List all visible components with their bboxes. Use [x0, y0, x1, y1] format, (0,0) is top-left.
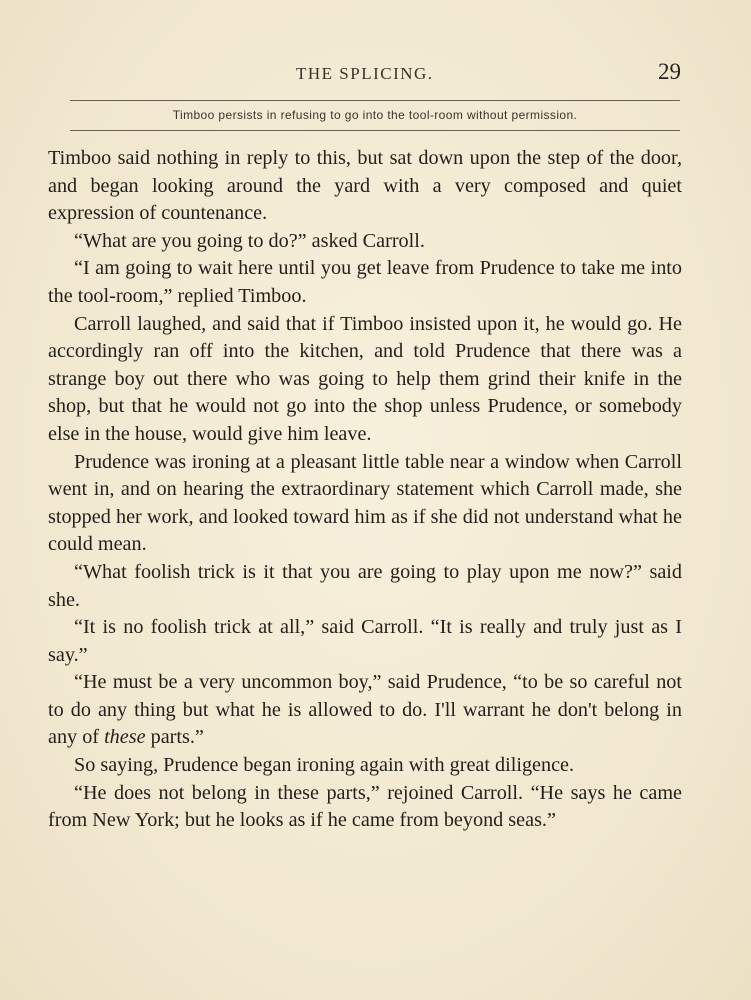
paragraph: “I am going to wait here until you get leave from Prudence to take me into the tool-room,” replied Timboo.: [48, 257, 682, 307]
paragraph: “He does not belong in these parts,” rejoined Carroll. “He says he came from New York; but he looks as if he came from beyond seas.”: [48, 781, 682, 832]
page-number: 29: [658, 59, 681, 84]
paragraph: “It is no foolish trick at all,” said Carroll. “It is really and truly just as I say.”: [48, 616, 682, 666]
paragraph: “What foolish trick is it that you are going to play upon me now?” said she.: [48, 560, 682, 611]
running-head: [0, 59, 751, 86]
paragraph: [48, 669, 682, 752]
paragraph: Carroll laughed, and said that if Timboo insisted upon it, he would go. He accordingly ran off into the kitchen, and told Prudence that there was a strange boy out there who was going to help them grind their knife in the shop, but that he would not go into the shop unless Prudence, or somebody else in the house, would give him leave.: [48, 312, 682, 445]
paragraph: Timboo said nothing in reply to this, but sat down upon the step of the door, and began looking around the yard with a very composed and quiet expression of countenance.: [48, 147, 682, 225]
caption-bottom-rule: [70, 130, 680, 131]
running-title: THE SPLICING.: [296, 64, 434, 83]
paragraph: So saying, Prudence began ironing again with great diligence.: [74, 754, 575, 777]
paragraph-text: parts.”: [145, 726, 204, 749]
paragraph-text: “He must be a very uncommon boy,” said Prudence, “to be so careful not to do any thing but what he is allowed to do. I'll warrant he don't belong in any of: [48, 671, 682, 749]
body-text: [48, 145, 682, 835]
emphasized-word: these: [104, 726, 146, 749]
paragraph: Prudence was ironing at a pleasant little table near a window when Carroll went in, and on hearing the extraordinary statement which Carroll made, she stopped her work, and looked toward him as if she did not understand what he could mean.: [48, 450, 682, 556]
caption-top-rule: [70, 100, 680, 101]
paragraph: “What are you going to do?” asked Carroll.: [74, 229, 425, 252]
illustration-caption: Timboo persists in refusing to go into the tool-room without permission.: [172, 108, 578, 122]
